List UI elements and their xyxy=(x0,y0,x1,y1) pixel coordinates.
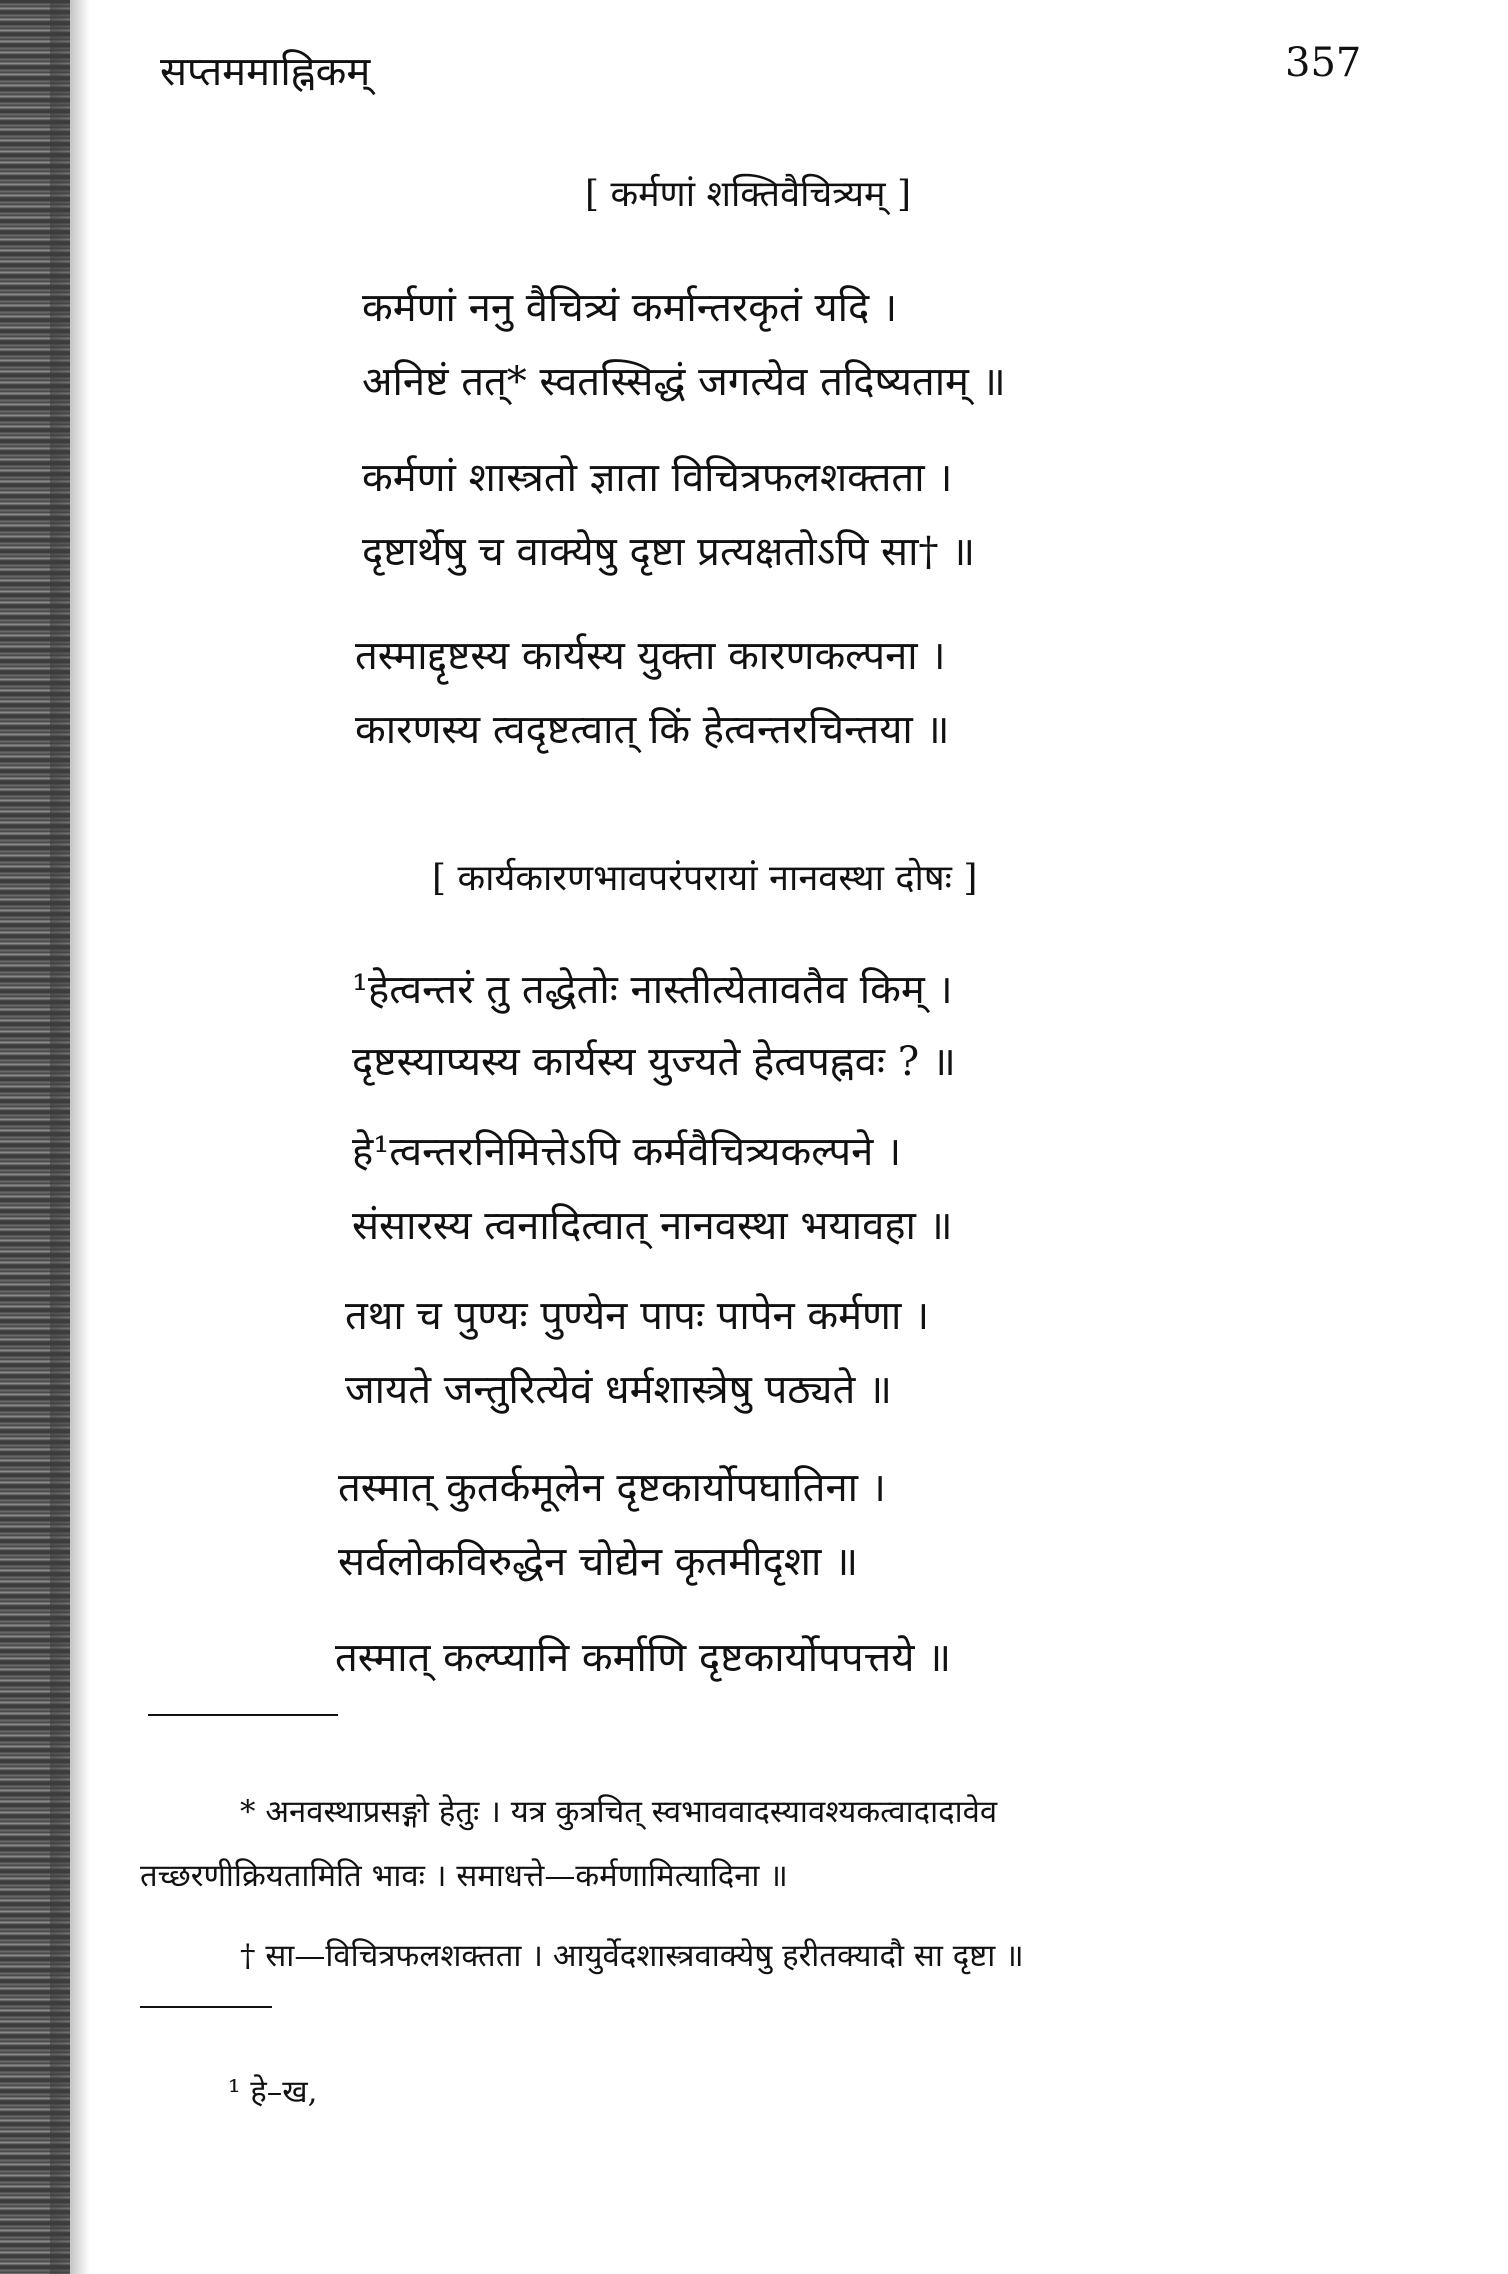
verse-line: दृष्टस्याप्यस्य कार्यस्य युज्यते हेत्वपह्नवः ? ॥ xyxy=(352,1039,956,1085)
verse-line: दृष्टार्थेषु च वाक्येषु दृष्टा प्रत्यक्षतोऽपि सा† ॥ xyxy=(362,529,976,575)
footnote-dagger-line: † सा—विचित्रफलशक्तता । आयुर्वेदशास्त्रवाक्येषु हरीतक्यादौ सा दृष्टा ॥ xyxy=(240,1938,1024,1974)
section-heading-2: [ कार्यकारणभावपरंपरायां नानवस्था दोषः ] xyxy=(432,858,978,899)
verse-line: तस्मात् कल्प्यानि कर्माणि दृष्टकार्योपपत्तये ॥ xyxy=(335,1635,952,1681)
variant-rule xyxy=(140,2006,272,2008)
verse-line: सर्वलोकविरुद्धेन चोद्येन कृतमीदृशा ॥ xyxy=(338,1539,859,1585)
footnote-star-line: * अनवस्थाप्रसङ्गो हेतुः । यत्र कुत्रचित् स्वभाववादस्यावश्यकत्वादादावेव xyxy=(240,1794,998,1830)
verse-line: कारणस्य त्वदृष्टत्वात् किं हेत्वन्तरचिन्तया ॥ xyxy=(355,707,950,753)
page-number: 357 xyxy=(1285,40,1362,86)
verse-line: तथा च पुण्यः पुण्येन पापः पापेन कर्मणा । xyxy=(345,1293,930,1339)
verse-line: कर्मणां शास्त्रतो ज्ञाता विचित्रफलशक्तता । xyxy=(362,455,953,501)
verse-line: तस्माद्दृष्टस्य कार्यस्य युक्ता कारणकल्पना । xyxy=(355,633,946,679)
footnote-rule xyxy=(148,1714,338,1716)
verse-line: अनिष्टं तत्* स्वतस्सिद्धं जगत्येव तदिष्यताम् ॥ xyxy=(362,359,1006,405)
section-heading-1: [ कर्मणां शक्तिवैचित्र्यम् ] xyxy=(585,174,912,215)
running-head: सप्तममाह्निकम् xyxy=(160,49,371,95)
verse-line: कर्मणां ननु वैचित्र्यं कर्मान्तरकृतं यदि । xyxy=(362,285,898,331)
verse-line: जायते जन्तुरित्येवं धर्मशास्त्रेषु पठ्यते ॥ xyxy=(345,1367,892,1413)
verse-line: तस्मात् कुतर्कमूलेन दृष्टकार्योपघातिना । xyxy=(338,1465,886,1511)
verse-line: ¹हेत्वन्तरं तु तद्धेतोः नास्तीत्येतावतैव किम् । xyxy=(352,967,953,1013)
page-binding-shadow xyxy=(50,0,90,2274)
variant-reading-note: ¹ हे–ख, xyxy=(228,2074,318,2110)
verse-line: संसारस्य त्वनादित्वात् नानवस्था भयावहा ॥ xyxy=(352,1203,953,1249)
footnote-star-line: तच्छरणीक्रियतामिति भावः । समाधत्ते—कर्मणामित्यादिना ॥ xyxy=(140,1858,788,1894)
verse-line: हे¹त्वन्तरनिमित्तेऽपि कर्मवैचित्र्यकल्पने । xyxy=(352,1129,902,1175)
